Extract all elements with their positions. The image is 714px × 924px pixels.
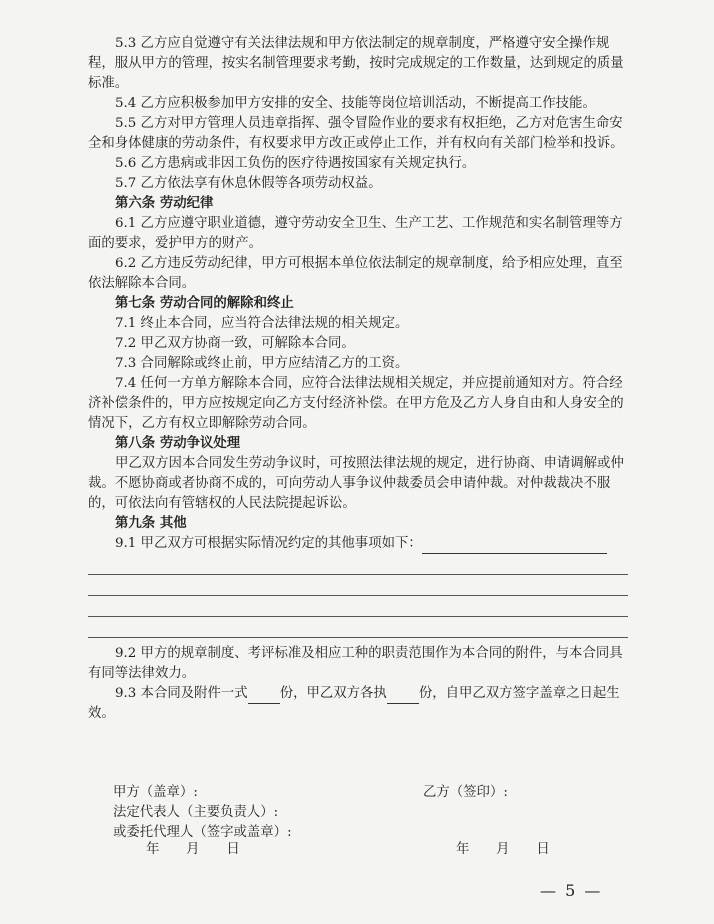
clause-5-3: 5.3 乙方应自觉遵守有关法律法规和甲方依法制定的规章制度，严格遵守安全操作规程，服从甲方的管理，按实名制管理要求考勤，按时完成规定的工作数量，达到规定的质量标准。 [88, 36, 624, 91]
clause-9-1 [88, 534, 628, 554]
clause-9-3 [88, 684, 628, 724]
blank-line[interactable] [88, 617, 628, 638]
party-a-seal-label: 甲方（盖章）: [113, 785, 198, 800]
legal-representative-label: 法定代表人（主要负责人）: [113, 805, 279, 820]
authorized-agent-label: 或委托代理人（签字或盖章）: [113, 825, 292, 840]
contract-body [88, 34, 628, 724]
clause-5-6: 5.6 乙方患病或非因工负伤的医疗待遇按国家有关规定执行。 [115, 156, 476, 171]
article-9-heading: 第九条 其他 [115, 516, 187, 531]
clause-7-2: 7.2 甲乙双方协商一致，可解除本合同。 [115, 336, 355, 351]
clause-6-1: 6.1 乙方应遵守职业道德，遵守劳动安全卫生、生产工艺、工作规范和实名制管理等方面的要求，爱护甲方的财产。 [88, 216, 623, 251]
article-6-heading: 第六条 劳动纪律 [115, 196, 214, 211]
clause-7-3: 7.3 合同解除或终止前，甲方应结清乙方的工资。 [115, 356, 409, 371]
clause-5-5: 5.5 乙方对甲方管理人员违章指挥、强令冒险作业的要求有权拒绝，乙方对危害生命安全和身体健康的劳动条件，有权要求甲方改正或停止工作，并有权向有关部门检举和投诉。 [88, 116, 624, 151]
clause-6-2: 6.2 乙方违反劳动纪律，甲方可根据本单位依法制定的规章制度，给予相应处理，直至依法解除本合同。 [88, 256, 623, 291]
party-a-date: 年 月 日 [146, 842, 240, 857]
clause-9-3-part-b: 份，甲乙双方各执 [279, 686, 387, 701]
clause-5-4: 5.4 乙方应积极参加甲方安排的安全、技能等岗位培训活动，不断提高工作技能。 [115, 96, 596, 111]
copies-total-blank[interactable] [248, 689, 280, 704]
clause-9-3-part-a: 9.3 本合同及附件一式 [115, 686, 248, 701]
clause-9-2: 9.2 甲方的规章制度、考评标准及相应工种的职责范围作为本合同的附件，与本合同具有同等法律效力。 [88, 646, 623, 681]
clause-5-7: 5.7 乙方依法享有休息休假等各项劳动权益。 [115, 176, 382, 191]
party-b-date: 年 月 日 [456, 842, 550, 857]
clause-7-1: 7.1 终止本合同，应当符合法律法规的相关规定。 [115, 316, 409, 331]
copies-each-blank[interactable] [387, 689, 419, 704]
article-7-heading: 第七条 劳动合同的解除和终止 [115, 296, 294, 311]
blank-line[interactable] [88, 575, 628, 596]
blank-line[interactable] [88, 596, 628, 617]
page-number: — 5 — [540, 881, 603, 900]
party-b-sign-label: 乙方（签印）: [423, 785, 508, 800]
blank-line[interactable] [88, 554, 628, 575]
clause-9-1-text: 9.1 甲乙双方可根据实际情况约定的其他事项如下： [115, 536, 422, 551]
other-matters-blank[interactable] [422, 539, 607, 554]
article-8-heading: 第八条 劳动争议处理 [115, 436, 241, 451]
clause-7-4: 7.4 任何一方单方解除本合同，应符合法律法规相关规定，并应提前通知对方。符合经济补偿条件的，甲方应按规定向乙方支付经济补偿。在甲方危及乙方人身自由和人身安全的情况下，乙方有权立即解除劳动合同。 [88, 376, 624, 431]
clause-9-3-part-c: 份，自甲乙双方签字盖章之日起生效。 [88, 686, 620, 721]
clause-8: 甲乙双方因本合同发生劳动争议时，可按照法律法规的规定，进行协商、申请调解或仲裁。不愿协商或者协商不成的，可向劳动人事争议仲裁委员会申请仲裁。对仲裁裁决不服的，可依法向有管辖权的人民法院提起诉讼。 [88, 456, 624, 511]
